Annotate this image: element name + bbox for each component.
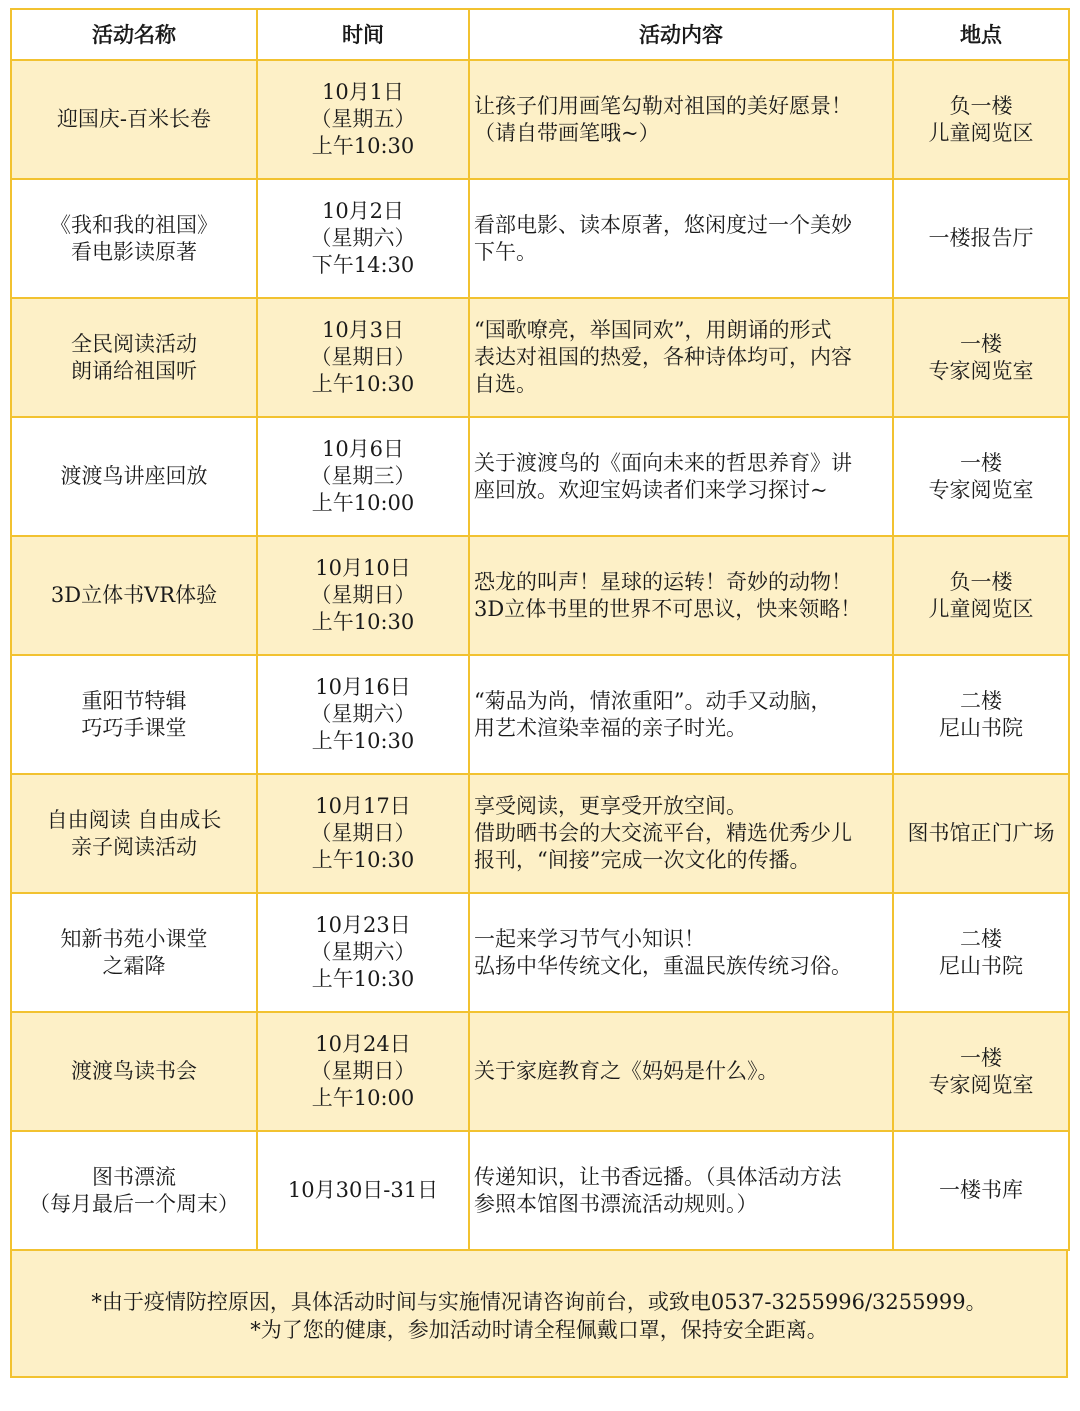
table-row xyxy=(11,298,1069,417)
location-cell xyxy=(893,536,1069,655)
cell-text-line: 享受阅读，更享受开放空间。 xyxy=(474,794,747,818)
cell-text-line: 上午10:30 xyxy=(311,372,415,396)
cell-text-line: 3D立体书VR体验 xyxy=(50,583,218,607)
cell-text-line: 自由阅读 自由成长 xyxy=(46,807,222,832)
cell-text-line: 10月16日 xyxy=(315,675,411,699)
cell-text-line: 之霜降 xyxy=(102,953,166,978)
cell-text-line: 亲子阅读活动 xyxy=(71,834,197,859)
cell-text-line: 报刊，“间接”完成一次文化的传播。 xyxy=(474,848,811,872)
activity-name-cell xyxy=(11,774,257,893)
cell-text-line: 下午14:30 xyxy=(311,253,415,277)
cell-text-line: （星期日） xyxy=(310,1059,416,1083)
cell-text-line: 尼山书院 xyxy=(939,715,1023,740)
cell-text-line: 重阳节特辑 xyxy=(81,688,187,713)
table-header-row xyxy=(11,9,1069,60)
content-cell xyxy=(469,298,893,417)
content-cell xyxy=(469,1131,893,1250)
cell-text-line: 10月6日 xyxy=(321,437,405,461)
cell-text-line: 10月1日 xyxy=(321,80,405,104)
cell-text-line: 二楼 xyxy=(960,926,1002,951)
cell-text-line: 负一楼 xyxy=(949,569,1013,594)
cell-text-line: 恐龙的叫声！星球的运转！奇妙的动物！ xyxy=(474,569,852,594)
cell-text-line: 上午10:30 xyxy=(311,967,415,991)
cell-text-line: 10月3日 xyxy=(321,318,405,342)
activity-name-cell xyxy=(11,417,257,536)
cell-text-line: （星期日） xyxy=(310,345,416,369)
cell-text-line: 用艺术渲染幸福的亲子时光。 xyxy=(474,715,747,740)
cell-text-line: 全民阅读活动 xyxy=(71,331,197,356)
cell-text-line: 一楼 xyxy=(960,331,1002,356)
cell-text-line: （星期日） xyxy=(310,583,416,607)
table-row xyxy=(11,655,1069,774)
cell-text-line: 10月17日 xyxy=(315,794,411,818)
time-cell xyxy=(257,774,469,893)
cell-text-line: （星期日） xyxy=(310,821,416,845)
cell-text-line: 自选。 xyxy=(474,372,537,396)
cell-text-line: 《我和我的祖国》 xyxy=(50,212,218,237)
activity-name-cell xyxy=(11,298,257,417)
cell-text-line: 关于家庭教育之《妈妈是什么》。 xyxy=(474,1059,779,1083)
cell-text-line: 一楼报告厅 xyxy=(928,226,1034,250)
location-cell xyxy=(893,417,1069,536)
cell-text-line: 二楼 xyxy=(960,688,1002,713)
cell-text-line: 上午10:30 xyxy=(311,848,415,872)
activity-name-cell xyxy=(11,179,257,298)
cell-text-line: （每月最后一个周末） xyxy=(29,1191,239,1216)
time-cell xyxy=(257,1012,469,1131)
cell-text-line: 参照本馆图书漂流活动规则。） xyxy=(474,1191,758,1216)
activity-table xyxy=(10,8,1070,1251)
table-row xyxy=(11,1131,1069,1250)
location-cell xyxy=(893,60,1069,179)
content-cell xyxy=(469,417,893,536)
cell-text-line: 座回放。欢迎宝妈读者们来学习探讨~ xyxy=(474,477,828,502)
activity-name-cell xyxy=(11,1131,257,1250)
cell-text-line: 借助晒书会的大交流平台，精选优秀少儿 xyxy=(474,821,852,845)
table-row xyxy=(11,60,1069,179)
content-cell xyxy=(469,655,893,774)
cell-text-line: 表达对祖国的热爱，各种诗体均可，内容 xyxy=(474,345,852,369)
cell-text-line: “菊品为尚，情浓重阳”。动手又动脑， xyxy=(474,688,832,713)
cell-text-line: 上午10:30 xyxy=(311,134,415,158)
cell-text-line: 图书漂流 xyxy=(92,1164,176,1189)
activity-name-cell xyxy=(11,655,257,774)
cell-text-line: 10月2日 xyxy=(321,199,405,223)
location-cell xyxy=(893,1012,1069,1131)
time-cell xyxy=(257,655,469,774)
cell-text-line: 关于渡渡鸟的《面向未来的哲思养育》讲 xyxy=(474,450,852,475)
table-row xyxy=(11,1012,1069,1131)
cell-text-line: 3D立体书里的世界不可思议，快来领略！ xyxy=(474,596,862,621)
cell-text-line: 专家阅览室 xyxy=(928,358,1034,383)
time-cell xyxy=(257,417,469,536)
cell-text-line: 尼山书院 xyxy=(939,953,1023,978)
content-cell xyxy=(469,893,893,1012)
location-cell xyxy=(893,893,1069,1012)
table-row xyxy=(11,536,1069,655)
cell-text-line: 一楼书库 xyxy=(939,1178,1023,1202)
header-location: 地点 xyxy=(893,9,1069,60)
cell-text-line: 上午10:30 xyxy=(311,610,415,634)
cell-text-line: 知新书苑小课堂 xyxy=(60,926,208,951)
time-cell xyxy=(257,1131,469,1250)
activity-name-cell xyxy=(11,893,257,1012)
note-line: *由于疫情防控原因，具体活动时间与实施情况请咨询前台，或致电0537-3255996/3255999。 xyxy=(91,1290,987,1314)
cell-text-line: 一楼 xyxy=(960,450,1002,475)
cell-text-line: 上午10:30 xyxy=(311,729,415,753)
cell-text-line: 10月23日 xyxy=(315,913,411,937)
location-cell xyxy=(893,298,1069,417)
cell-text-line: 儿童阅览区 xyxy=(928,120,1034,145)
cell-text-line: “国歌嘹亮，举国同欢”，用朗诵的形式 xyxy=(474,318,832,342)
activity-name-cell xyxy=(11,536,257,655)
cell-text-line: （星期六） xyxy=(310,940,416,964)
table-row xyxy=(11,893,1069,1012)
time-cell xyxy=(257,536,469,655)
content-cell xyxy=(469,1012,893,1131)
table-row xyxy=(11,774,1069,893)
cell-text-line: 传递知识，让书香远播。（具体活动方法 xyxy=(474,1164,842,1189)
header-activity-name: 活动名称 xyxy=(11,9,257,60)
cell-text-line: 让孩子们用画笔勾勒对祖国的美好愿景！ xyxy=(474,93,852,118)
cell-text-line: 巧巧手课堂 xyxy=(81,715,187,740)
cell-text-line: 负一楼 xyxy=(949,93,1013,118)
cell-text-line: 图书馆正门广场 xyxy=(907,821,1055,845)
content-cell xyxy=(469,774,893,893)
table-row xyxy=(11,417,1069,536)
cell-text-line: 下午。 xyxy=(474,239,537,264)
cell-text-line: 儿童阅览区 xyxy=(928,596,1034,621)
cell-text-line: 一起来学习节气小知识！ xyxy=(474,926,705,951)
cell-text-line: （星期六） xyxy=(310,702,416,726)
header-content: 活动内容 xyxy=(469,9,893,60)
cell-text-line: 看电影读原著 xyxy=(71,239,197,264)
cell-text-line: 弘扬中华传统文化，重温民族传统习俗。 xyxy=(474,953,852,978)
location-cell xyxy=(893,774,1069,893)
location-cell xyxy=(893,1131,1069,1250)
cell-text-line: （星期六） xyxy=(310,226,416,250)
cell-text-line: 朗诵给祖国听 xyxy=(71,358,197,383)
table-row xyxy=(11,179,1069,298)
cell-text-line: 渡渡鸟讲座回放 xyxy=(60,464,208,488)
cell-text-line: 10月10日 xyxy=(315,556,411,580)
note-line: *为了您的健康，参加活动时请全程佩戴口罩，保持安全距离。 xyxy=(250,1318,828,1342)
cell-text-line: 10月24日 xyxy=(315,1032,411,1056)
cell-text-line: （星期三） xyxy=(310,464,416,488)
cell-text-line: 10月30日-31日 xyxy=(287,1178,439,1202)
cell-text-line: （请自带画笔哦~） xyxy=(474,120,660,145)
cell-text-line: 渡渡鸟读书会 xyxy=(71,1059,197,1083)
location-cell xyxy=(893,655,1069,774)
cell-text-line: （星期五） xyxy=(310,107,416,131)
location-cell xyxy=(893,179,1069,298)
time-cell xyxy=(257,60,469,179)
activity-name-cell xyxy=(11,1012,257,1131)
activity-schedule xyxy=(10,8,1068,1378)
cell-text-line: 看部电影、读本原著，悠闲度过一个美妙 xyxy=(474,212,852,237)
cell-text-line: 上午10:00 xyxy=(311,491,415,515)
table-body xyxy=(11,60,1069,1250)
time-cell xyxy=(257,893,469,1012)
cell-text-line: 专家阅览室 xyxy=(928,1072,1034,1097)
cell-text-line: 一楼 xyxy=(960,1045,1002,1070)
header-time: 时间 xyxy=(257,9,469,60)
activity-name-cell xyxy=(11,60,257,179)
time-cell xyxy=(257,298,469,417)
content-cell xyxy=(469,179,893,298)
time-cell xyxy=(257,179,469,298)
cell-text-line: 专家阅览室 xyxy=(928,477,1034,502)
content-cell xyxy=(469,536,893,655)
cell-text-line: 迎国庆-百米长卷 xyxy=(56,107,212,131)
notes-box xyxy=(10,1251,1068,1378)
cell-text-line: 上午10:00 xyxy=(311,1086,415,1110)
content-cell xyxy=(469,60,893,179)
